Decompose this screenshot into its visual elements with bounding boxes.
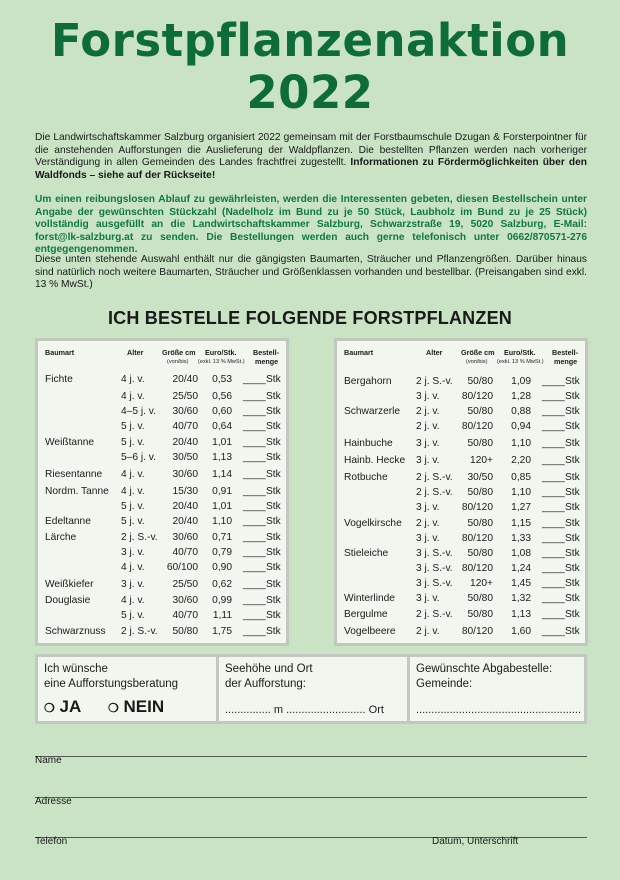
quantity-input[interactable]: ____ xyxy=(542,487,565,498)
unit-label: Stk xyxy=(266,374,281,385)
plant-age: 4 j. v. xyxy=(121,562,145,573)
quantity-input[interactable]: ____ xyxy=(243,421,266,432)
plant-size: 20/40 xyxy=(172,516,198,527)
unit-label: Stk xyxy=(266,406,281,417)
col-preis: Euro/Stk. xyxy=(205,348,237,357)
beratung-label: Ich wünsche xyxy=(44,663,108,675)
table-row xyxy=(337,546,585,561)
unit-label: Stk xyxy=(266,391,281,402)
unit-label: Stk xyxy=(266,516,281,527)
quantity-input[interactable]: ____ xyxy=(542,406,565,417)
plant-age: 3 j. v. xyxy=(416,438,440,449)
plant-size: 80/120 xyxy=(461,563,493,574)
unit-price: 0,53 xyxy=(212,374,232,385)
plant-age: 5 j. v. xyxy=(121,610,145,621)
plant-age: 5 j. v. xyxy=(121,437,145,448)
quantity-input[interactable]: ____ xyxy=(243,452,266,463)
plant-age: 5–6 j. v. xyxy=(121,452,156,463)
plant-size: 80/120 xyxy=(461,626,493,637)
species-name: Nordm. Tanne xyxy=(45,486,109,497)
plant-age: 2 j. v. xyxy=(416,626,440,637)
quantity-input[interactable]: ____ xyxy=(542,502,565,513)
plant-size: 40/70 xyxy=(172,610,198,621)
col-alter: Alter xyxy=(127,348,144,357)
unit-label: Stk xyxy=(565,533,580,544)
plant-size: 80/120 xyxy=(461,502,493,513)
quantity-input[interactable]: ____ xyxy=(243,595,266,606)
table-row xyxy=(337,561,585,576)
col-baumart: Baumart xyxy=(45,348,75,357)
table-row xyxy=(38,514,286,529)
unit-price: 0,62 xyxy=(212,579,232,590)
plant-age: 3 j. S.-v. xyxy=(416,563,453,574)
unit-price: 0,56 xyxy=(212,391,232,402)
table-row xyxy=(337,374,585,389)
unit-label: Stk xyxy=(266,562,281,573)
name-field[interactable] xyxy=(35,756,587,757)
quantity-input[interactable]: ____ xyxy=(243,486,266,497)
telefon-label: Telefon xyxy=(35,836,68,847)
quantity-input[interactable]: ____ xyxy=(542,563,565,574)
plant-size: 50/80 xyxy=(467,518,493,529)
unit-price: 0,94 xyxy=(511,421,531,432)
unit-price: 0,99 xyxy=(212,595,232,606)
plant-size: 50/80 xyxy=(467,406,493,417)
unit-price: 1,75 xyxy=(212,626,232,637)
unit-label: Stk xyxy=(565,406,580,417)
species-name: Riesentanne xyxy=(45,469,103,480)
unit-label: Stk xyxy=(565,421,580,432)
unit-label: Stk xyxy=(565,593,580,604)
intro-bold-note: Informationen zu Fördermöglichkeiten über den Waldfonds – siehe auf der Rückseite! xyxy=(35,157,587,181)
beratung-label-2: eine Aufforstungsberatung xyxy=(44,678,179,690)
plant-size: 120+ xyxy=(470,455,493,466)
plant-age: 2 j. v. xyxy=(416,518,440,529)
quantity-input[interactable]: ____ xyxy=(243,626,266,637)
quantity-input[interactable]: ____ xyxy=(542,533,565,544)
unit-label: Stk xyxy=(266,595,281,606)
quantity-input[interactable]: ____ xyxy=(542,376,565,387)
table-row xyxy=(38,372,286,387)
table-row xyxy=(38,389,286,404)
plant-age: 4 j. v. xyxy=(121,391,145,402)
table-row xyxy=(337,389,585,404)
species-name: Schwarzerle xyxy=(344,406,401,417)
unit-price: 1,27 xyxy=(511,502,531,513)
col-menge: Bestell- xyxy=(552,348,578,357)
species-name: Lärche xyxy=(45,532,77,543)
order-instructions: Um einen reibungslosen Ablauf zu gewährleisten, werden die Interessenten gebeten, diesen Bestellschein unter Angabe der gewünschten Stückzahl (Nadelholz im Bund zu je 50 Stück, Laubholz im Bund zu je 25 Stück) vollständig ausgefüllt an die Landwirtschaftskammer Salzburg, Schwarzstraße 19, 5020 Salzburg, E-Mail: forst@lk-salzburg.at zu senden. Die Bestellungen werden auch gerne telefonisch unter 0662/870571-276 entgegengenommen. xyxy=(35,194,587,256)
plant-size: 40/70 xyxy=(172,547,198,558)
unit-price: 0,79 xyxy=(212,547,232,558)
plant-age: 3 j. v. xyxy=(416,455,440,466)
unit-price: 1,13 xyxy=(212,452,232,463)
plant-size: 30/50 xyxy=(467,472,493,483)
page-year: 2022 xyxy=(246,66,374,119)
unit-price: 1,13 xyxy=(511,609,531,620)
quantity-input[interactable]: ____ xyxy=(243,374,266,385)
unit-price: 1,32 xyxy=(511,593,531,604)
table-row xyxy=(38,530,286,545)
plant-size: 25/50 xyxy=(172,579,198,590)
unit-label: Stk xyxy=(266,610,281,621)
plant-age: 5 j. v. xyxy=(121,516,145,527)
table-row xyxy=(38,593,286,608)
beratung-box xyxy=(38,657,216,721)
species-name: Schwarznuss xyxy=(45,626,106,637)
table-row xyxy=(38,484,286,499)
unit-price: 1,01 xyxy=(212,437,232,448)
plant-age: 4 j. v. xyxy=(121,486,145,497)
gemeinde-input[interactable]: ...................................................... xyxy=(416,704,582,716)
unit-label: Stk xyxy=(565,609,580,620)
col-groesse: Größe cm xyxy=(162,348,196,357)
table-row xyxy=(38,577,286,592)
plant-size: 50/80 xyxy=(467,376,493,387)
species-name: Vogelkirsche xyxy=(344,518,402,529)
unit-label: Stk xyxy=(565,438,580,449)
unit-price: 1,28 xyxy=(511,391,531,402)
unit-price: 0,85 xyxy=(511,472,531,483)
unit-price: 1,15 xyxy=(511,518,531,529)
unit-price: 1,08 xyxy=(511,548,531,559)
table-row xyxy=(38,545,286,560)
quantity-input[interactable]: ____ xyxy=(542,518,565,529)
plant-age: 2 j. S.-v. xyxy=(416,609,453,620)
quantity-input[interactable]: ____ xyxy=(243,501,266,512)
signature-label: Datum, Unterschrift xyxy=(432,836,519,847)
plant-age: 3 j. v. xyxy=(121,579,145,590)
plant-size: 50/80 xyxy=(467,438,493,449)
plant-age: 3 j. S.-v. xyxy=(416,578,453,589)
unit-price: 1,10 xyxy=(511,487,531,498)
quantity-input[interactable]: ____ xyxy=(243,562,266,573)
table-row xyxy=(337,404,585,419)
table-row xyxy=(337,419,585,434)
quantity-input[interactable]: ____ xyxy=(243,469,266,480)
quantity-input[interactable]: ____ xyxy=(542,438,565,449)
plant-age: 3 j. v. xyxy=(121,547,145,558)
unit-price: 1,01 xyxy=(212,501,232,512)
col-menge-2: menge xyxy=(255,357,279,366)
plant-size: 15/30 xyxy=(172,486,198,497)
table-row xyxy=(38,435,286,450)
plant-age: 4 j. v. xyxy=(121,469,145,480)
plant-age: 2 j. S.-v. xyxy=(416,472,453,483)
plant-age: 4 j. v. xyxy=(121,374,145,385)
quantity-input[interactable]: ____ xyxy=(243,532,266,543)
quantity-input[interactable]: ____ xyxy=(542,548,565,559)
table-row xyxy=(38,404,286,419)
seehoehe-label-2: der Aufforstung: xyxy=(225,678,306,690)
unit-price: 0,90 xyxy=(212,562,232,573)
plant-size: 50/80 xyxy=(467,609,493,620)
plant-age: 3 j. v. xyxy=(416,593,440,604)
quantity-input[interactable]: ____ xyxy=(542,626,565,637)
plant-age: 3 j. v. xyxy=(416,391,440,402)
selection-note: Diese unten stehende Auswahl enthält nur die gängigsten Baumarten, Sträucher und Pflanzengrößen. Darüber hinaus sind natürlich noch weitere Baumarten, Sträucher und Größenklassen vorhanden und bestellbar. (Preisangaben sind exkl. 13 % MwSt.) xyxy=(35,254,587,291)
seehoehe-box xyxy=(219,657,407,721)
unit-label: Stk xyxy=(266,501,281,512)
order-heading: ICH BESTELLE FOLGENDE FORSTPFLANZEN xyxy=(107,308,512,328)
plant-age: 5 j. v. xyxy=(121,501,145,512)
nein-radio-icon[interactable]: ❍ xyxy=(108,701,119,715)
unit-label: Stk xyxy=(266,437,281,448)
unit-label: Stk xyxy=(565,626,580,637)
plant-size: 30/60 xyxy=(172,532,198,543)
table-row xyxy=(337,624,585,639)
table-row xyxy=(337,436,585,451)
plant-age: 2 j. S.-v. xyxy=(121,532,158,543)
plant-size: 50/80 xyxy=(467,487,493,498)
page-title: Forstpflanzenaktion xyxy=(50,14,570,67)
quantity-input[interactable]: ____ xyxy=(243,516,266,527)
unit-label: Stk xyxy=(565,563,580,574)
unit-label: Stk xyxy=(565,548,580,559)
unit-price: 1,10 xyxy=(212,516,232,527)
plant-age: 2 j. S.-v. xyxy=(416,376,453,387)
species-name: Edeltanne xyxy=(45,516,91,527)
unit-price: 0,60 xyxy=(212,406,232,417)
plant-age: 2 j. S.-v. xyxy=(121,626,158,637)
adresse-label: Adresse xyxy=(35,796,72,807)
quantity-input[interactable]: ____ xyxy=(243,391,266,402)
unit-label: Stk xyxy=(565,518,580,529)
unit-label: Stk xyxy=(565,455,580,466)
col-menge-2: menge xyxy=(554,357,578,366)
table-row xyxy=(38,624,286,639)
plant-size: 20/40 xyxy=(172,501,198,512)
table-row xyxy=(38,419,286,434)
species-name: Weißtanne xyxy=(45,437,95,448)
quantity-input[interactable]: ____ xyxy=(542,472,565,483)
plant-size: 30/50 xyxy=(172,452,198,463)
plant-age: 3 j. S.-v. xyxy=(416,548,453,559)
species-name: Rotbuche xyxy=(344,472,388,483)
col-preis-sub: (exkl. 13 % MwSt.) xyxy=(497,359,544,365)
plant-size: 60/100 xyxy=(166,562,198,573)
plant-age: 3 j. v. xyxy=(416,502,440,513)
plant-size: 50/80 xyxy=(172,626,198,637)
plant-size: 20/40 xyxy=(172,374,198,385)
unit-label: Stk xyxy=(565,376,580,387)
unit-label: Stk xyxy=(565,578,580,589)
table-row xyxy=(337,591,585,606)
unit-price: 0,88 xyxy=(511,406,531,417)
plant-size: 80/120 xyxy=(461,391,493,402)
quantity-input[interactable]: ____ xyxy=(243,547,266,558)
unit-price: 0,64 xyxy=(212,421,232,432)
unit-label: Stk xyxy=(266,486,281,497)
unit-label: Stk xyxy=(565,487,580,498)
unit-price: 1,09 xyxy=(511,376,531,387)
unit-price: 1,60 xyxy=(511,626,531,637)
unit-label: Stk xyxy=(565,391,580,402)
unit-label: Stk xyxy=(266,421,281,432)
unit-price: 0,91 xyxy=(212,486,232,497)
col-menge: Bestell- xyxy=(253,348,279,357)
table-row xyxy=(38,499,286,514)
quantity-input[interactable]: ____ xyxy=(542,391,565,402)
col-groesse-sub: (von/bis) xyxy=(466,359,488,365)
table-row xyxy=(337,500,585,515)
options-boxes xyxy=(35,654,587,724)
col-groesse: Größe cm xyxy=(461,348,495,357)
quantity-input[interactable]: ____ xyxy=(542,578,565,589)
species-name: Bergahorn xyxy=(344,376,392,387)
plant-age: 2 j. v. xyxy=(416,406,440,417)
species-name: Hainbuche xyxy=(344,438,393,449)
unit-price: 1,45 xyxy=(511,578,531,589)
unit-label: Stk xyxy=(266,626,281,637)
col-preis: Euro/Stk. xyxy=(504,348,536,357)
table-row xyxy=(337,485,585,500)
abgabe-label: Gewünschte Abgabestelle: xyxy=(416,663,553,675)
table-row xyxy=(337,516,585,531)
plant-size: 40/70 xyxy=(172,421,198,432)
name-label: Name xyxy=(35,755,62,766)
quantity-input[interactable]: ____ xyxy=(243,610,266,621)
plant-age: 3 j. v. xyxy=(416,533,440,544)
table-row xyxy=(337,470,585,485)
plant-size: 20/40 xyxy=(172,437,198,448)
plant-size: 25/50 xyxy=(172,391,198,402)
plant-size: 50/80 xyxy=(467,593,493,604)
species-name: Hainb. Hecke xyxy=(344,455,406,466)
table-row xyxy=(337,531,585,546)
seehoehe-input[interactable]: ............... m .......................... Ort xyxy=(225,704,384,716)
plant-age: 2 j. v. xyxy=(416,421,440,432)
ja-radio-icon[interactable]: ❍ xyxy=(44,701,55,715)
species-name: Winterlinde xyxy=(344,593,395,604)
table-row xyxy=(337,576,585,591)
quantity-input[interactable]: ____ xyxy=(542,609,565,620)
unit-label: Stk xyxy=(565,472,580,483)
plant-size: 30/60 xyxy=(172,469,198,480)
abgabe-box xyxy=(410,657,584,721)
gemeinde-label: Gemeinde: xyxy=(416,678,473,690)
plant-size: 50/80 xyxy=(467,548,493,559)
plant-age: 5 j. v. xyxy=(121,421,145,432)
plant-age: 4–5 j. v. xyxy=(121,406,156,417)
species-name: Weißkiefer xyxy=(45,579,94,590)
ja-option[interactable]: ❍ JA xyxy=(44,697,82,716)
deciduous-table xyxy=(334,338,588,646)
quantity-input[interactable]: ____ xyxy=(542,421,565,432)
table-row xyxy=(38,467,286,482)
unit-price: 1,14 xyxy=(212,469,232,480)
quantity-input[interactable]: ____ xyxy=(542,593,565,604)
table-row xyxy=(337,607,585,622)
unit-label: Stk xyxy=(565,502,580,513)
unit-label: Stk xyxy=(266,579,281,590)
seehoehe-label: Seehöhe und Ort xyxy=(225,663,313,675)
conifer-table xyxy=(35,338,289,646)
col-groesse-sub: (von/bis) xyxy=(167,359,189,365)
intro-paragraph: Die Landwirtschaftskammer Salzburg organisiert 2022 gemeinsam mit der Forstbaumschule Dzugan & Forsterpointner für die anstehenden Aufforstungen die Auslieferung der Waldpflanzen. Die bestellten Pflanzen werden nach vorheriger Verständigung in allen Gemeinden des Landes frachtfrei zugestellt. Informationen zu Fördermöglichkeiten über den Waldfonds – siehe auf der Rückseite! xyxy=(35,132,587,181)
plant-size: 80/120 xyxy=(461,533,493,544)
unit-label: Stk xyxy=(266,452,281,463)
species-name: Douglasie xyxy=(45,595,91,606)
plant-size: 80/120 xyxy=(461,421,493,432)
unit-price: 1,24 xyxy=(511,563,531,574)
quantity-input[interactable]: ____ xyxy=(243,406,266,417)
quantity-input[interactable]: ____ xyxy=(243,437,266,448)
unit-label: Stk xyxy=(266,532,281,543)
table-row xyxy=(38,608,286,623)
table-row xyxy=(38,560,286,575)
table-row xyxy=(38,450,286,465)
adresse-field[interactable] xyxy=(35,797,587,798)
plant-size: 120+ xyxy=(470,578,493,589)
unit-price: 1,11 xyxy=(212,610,232,621)
plant-size: 30/60 xyxy=(172,595,198,606)
unit-price: 1,10 xyxy=(511,438,531,449)
unit-price: 1,33 xyxy=(511,533,531,544)
unit-price: 2,20 xyxy=(511,455,531,466)
unit-price: 0,71 xyxy=(212,532,232,543)
plant-age: 2 j. S.-v. xyxy=(416,487,453,498)
quantity-input[interactable]: ____ xyxy=(243,579,266,590)
quantity-input[interactable]: ____ xyxy=(542,455,565,466)
species-name: Stieleiche xyxy=(344,548,389,559)
col-preis-sub: (exkl. 13 % MwSt.) xyxy=(198,359,245,365)
nein-option[interactable]: ❍ NEIN xyxy=(108,697,165,716)
plant-age: 4 j. v. xyxy=(121,595,145,606)
unit-label: Stk xyxy=(266,547,281,558)
species-name: Fichte xyxy=(45,374,73,385)
species-name: Bergulme xyxy=(344,609,388,620)
col-alter: Alter xyxy=(426,348,443,357)
col-baumart: Baumart xyxy=(344,348,374,357)
plant-size: 30/60 xyxy=(172,406,198,417)
species-name: Vogelbeere xyxy=(344,626,396,637)
table-row xyxy=(337,453,585,468)
unit-label: Stk xyxy=(266,469,281,480)
